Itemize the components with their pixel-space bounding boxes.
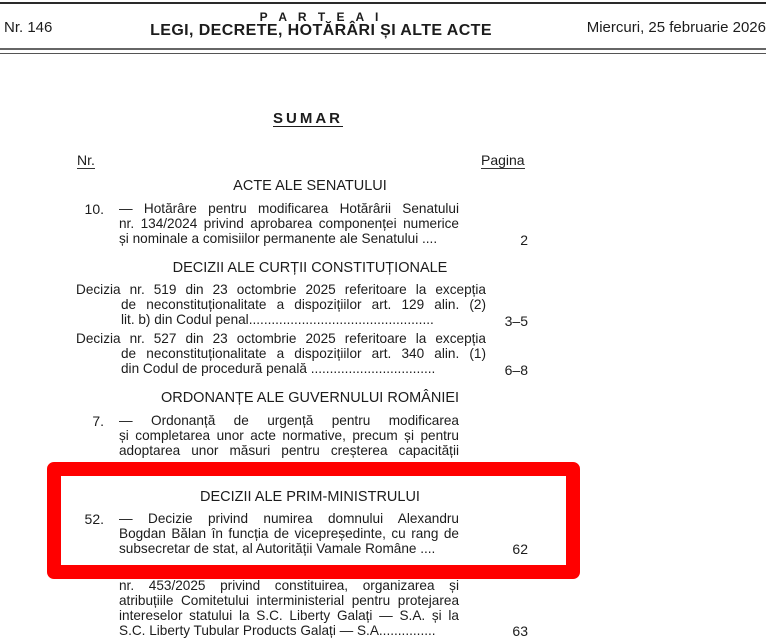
issue-date: Miercuri, 25 februarie 2026 <box>586 19 766 36</box>
section-title-prime-minister-decisions: DECIZII ALE PRIM-MINISTRULUI <box>200 489 420 505</box>
list-item[interactable]: — Hotărâre pentru modificarea Hotărârii Senatului nr. 134/2024 privind aprobarea componenței numerice și nominale a comisiilor permanente ale Senatului .... <box>119 201 459 246</box>
page-number: 62 <box>512 541 528 557</box>
list-item[interactable]: Decizia nr. 527 din 23 octombrie 2025 referitoare la excepția de neconstituționalitate a dispozițiilor art. 340 alin. (1) din Codul de procedură penală ................................. <box>76 331 486 376</box>
entry-number: 52. <box>84 511 104 527</box>
page-number: 6–8 <box>504 362 528 378</box>
list-item[interactable]: — Decizie privind numirea domnului Alexandru Bogdan Bălan în funcția de vicepreședinte, cu rang de subsecretar de stat, al Autorității Vamale Române .... <box>119 511 459 556</box>
header-double-rule-top <box>0 48 766 50</box>
page-number: 3–5 <box>504 313 528 329</box>
header-top-rule <box>0 2 766 4</box>
part-label: P A R T E A I <box>259 10 383 24</box>
summary-title: SUMAR <box>273 110 343 127</box>
section-title-constitutional-court: DECIZII ALE CURȚII CONSTITUȚIONALE <box>172 260 448 276</box>
list-item[interactable]: — Decizie pentru modificarea Deciziei prim-ministrului nr. 453/2025 privind constituirea, organizarea și atribuțiile Comitetului interministerial pentru protejarea intereselor statului la S.C. Liberty Galați — S.A. și la S.C. Liberty Tubular Products Galați — S.A............... <box>119 563 459 638</box>
issue-number: Nr. 146 <box>4 19 53 36</box>
list-item[interactable]: — Ordonanță de urgență pentru modificarea și completarea unor acte normative, precum și pentru adoptarea unor măsuri pentru creșterea capacității <box>119 413 459 458</box>
section-title-senate: ACTE ALE SENATULUI <box>233 178 387 194</box>
page-number: 2 <box>520 232 528 248</box>
header-double-rule-bottom <box>0 53 766 54</box>
entry-number: 10. <box>84 201 104 217</box>
page-number: 63 <box>512 623 528 639</box>
entry-number: 53. <box>84 563 104 579</box>
list-item[interactable]: Decizia nr. 519 din 23 octombrie 2025 referitoare la excepția de neconstituționalitate a dispozițiilor art. 129 alin. (2) lit. b) din Codul penal................................................. <box>76 282 486 327</box>
column-header-page: Pagina <box>481 152 525 168</box>
highlight-box <box>47 462 580 579</box>
publication-title: LEGI, DECRETE, HOTĂRÂRI ȘI ALTE ACTE <box>150 22 492 39</box>
column-header-nr: Nr. <box>77 152 95 168</box>
section-title-government-ordinances: ORDONANȚE ALE GUVERNULUI ROMÂNIEI <box>160 390 460 406</box>
entry-number: 7. <box>92 413 104 429</box>
